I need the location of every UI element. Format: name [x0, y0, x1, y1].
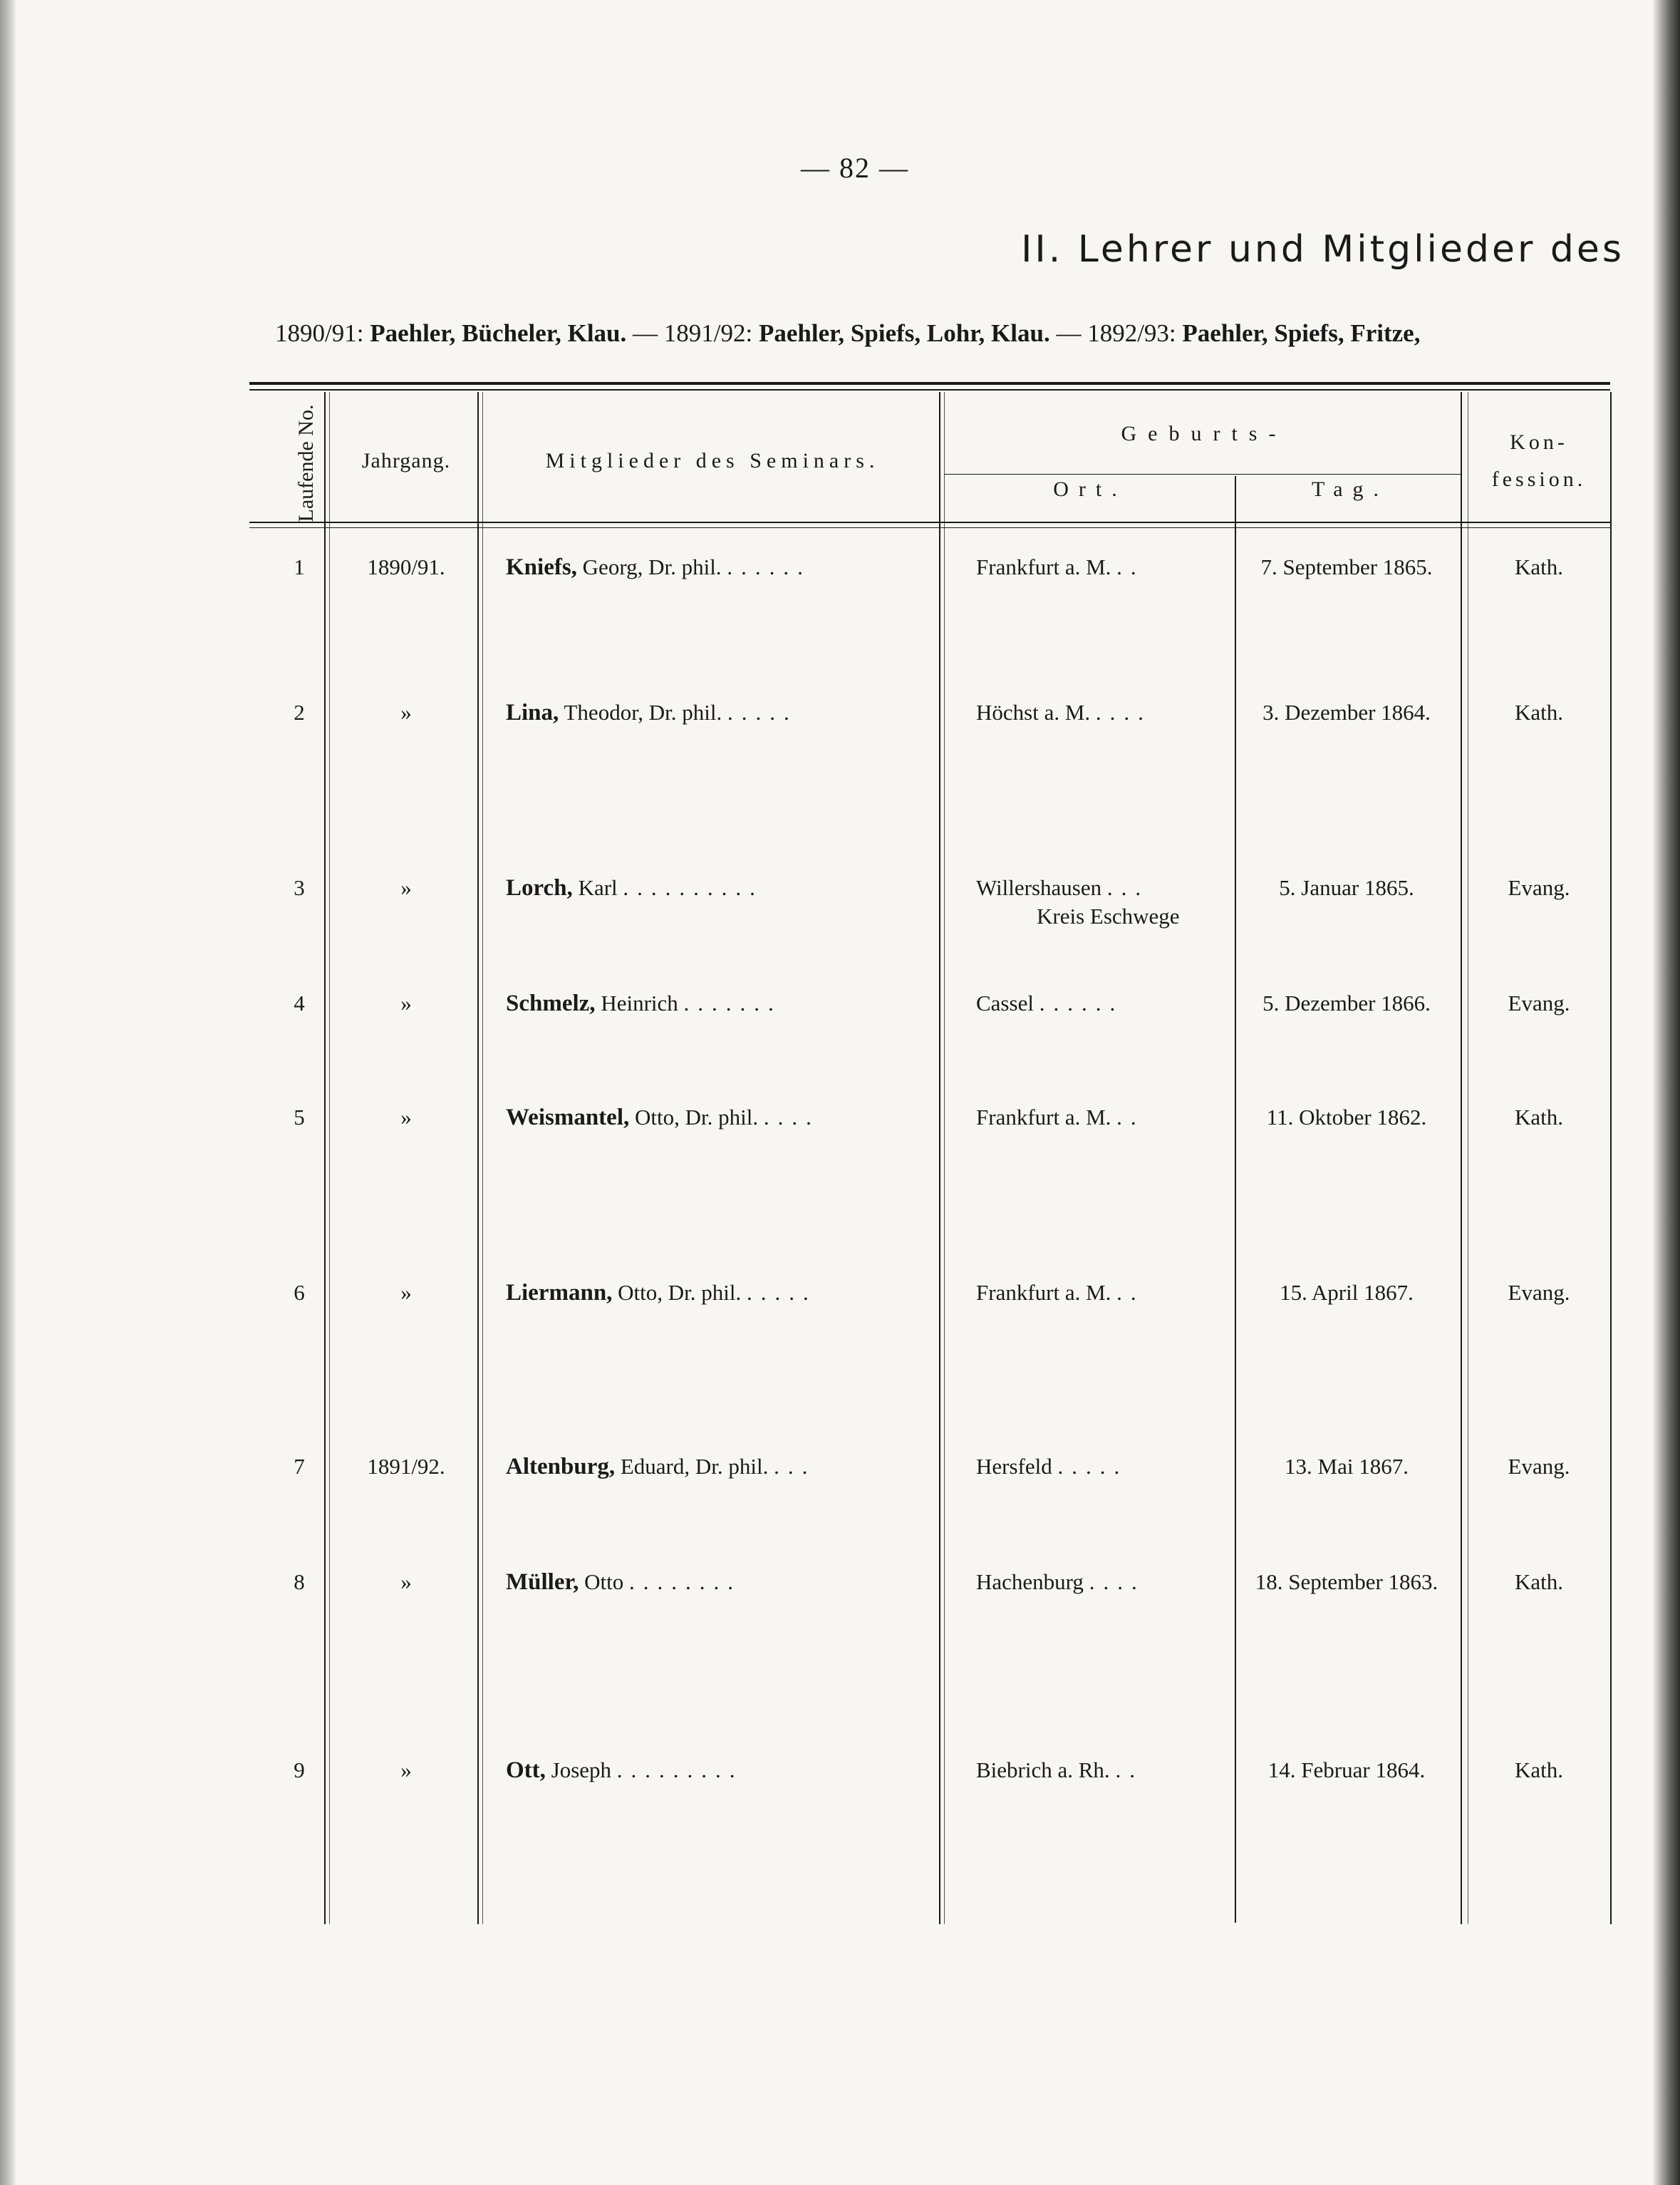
table-top-rule-thin	[249, 389, 1610, 391]
row-ort-text: Hersfeld	[976, 1454, 1052, 1479]
column-line	[1235, 476, 1236, 1923]
row-konfession: Kath.	[1514, 1757, 1563, 1782]
row-ort-text: Hachenburg	[976, 1569, 1084, 1594]
row-given: Heinrich	[601, 991, 678, 1016]
header-tag: Tag.	[1311, 477, 1389, 501]
row-dots: .....	[727, 700, 798, 725]
row-given: Theodor, Dr. phil.	[564, 700, 722, 725]
staff-year-1: 1890/91:	[275, 319, 364, 347]
page-shadow-left	[0, 0, 16, 2185]
header-jahrgang: Jahrgang.	[361, 449, 451, 472]
row-name	[506, 875, 912, 902]
staff-year-2: — 1891/92:	[633, 319, 753, 347]
row-given: Joseph	[551, 1757, 612, 1782]
row-dots: ..........	[623, 875, 764, 900]
row-given: Otto, Dr. phil.	[618, 1280, 742, 1305]
column-line	[944, 392, 945, 1924]
row-ort-dots: ....	[1089, 1569, 1146, 1594]
row-dots: ...	[774, 1454, 816, 1479]
row-tag: 11. Oktober 1862.	[1266, 1105, 1427, 1130]
geburts-subheader-rule	[944, 474, 1461, 475]
page-number: — 82 —	[801, 152, 909, 184]
row-given: Otto, Dr. phil.	[634, 1105, 759, 1130]
row-tag: 5. Dezember 1866.	[1262, 991, 1431, 1016]
row-ort-dots: ..	[1116, 1105, 1145, 1130]
row-name	[506, 1454, 912, 1480]
row-konfession: Kath.	[1514, 554, 1563, 579]
row-ort-text: Willershausen	[976, 875, 1102, 900]
row-konfession: Kath.	[1514, 700, 1563, 725]
column-line	[1610, 392, 1612, 1924]
row-name	[506, 1757, 912, 1784]
staff-year-3: — 1892/93:	[1056, 319, 1176, 347]
row-surname: Lorch,	[506, 875, 573, 901]
row-tag: 18. September 1863.	[1255, 1569, 1438, 1594]
row-surname: Liermann,	[506, 1280, 613, 1306]
row-surname: Müller,	[506, 1569, 579, 1595]
row-name	[506, 1569, 912, 1596]
row-konfession: Kath.	[1514, 1105, 1563, 1130]
row-ort	[976, 1757, 1225, 1783]
column-line	[324, 392, 326, 1924]
staff-line	[275, 319, 1629, 348]
row-ort-text: Frankfurt a. M.	[976, 554, 1111, 579]
row-ort-text: Cassel	[976, 991, 1034, 1016]
row-konfession: Evang.	[1508, 875, 1570, 900]
row-ort	[976, 1454, 1225, 1479]
row-konfession: Kath.	[1514, 1569, 1563, 1594]
row-ort-dots: ....	[1095, 700, 1152, 725]
row-year: »	[400, 700, 412, 725]
staff-names-2: Paehler, Spiefs, Lohr, Klau.	[758, 319, 1050, 347]
row-name	[506, 700, 912, 726]
row-dots: ........	[628, 1569, 742, 1594]
column-line	[329, 392, 330, 1924]
page-shadow-right	[1653, 0, 1680, 2185]
row-ort	[976, 991, 1225, 1016]
header-ort: Ort.	[1053, 477, 1127, 501]
row-ort	[976, 1280, 1225, 1306]
row-year: »	[400, 1105, 412, 1130]
column-line	[1461, 392, 1462, 1924]
table-top-rule	[249, 382, 1610, 385]
row-name	[506, 991, 912, 1017]
row-konfession: Evang.	[1508, 991, 1570, 1016]
row-ort-text: Höchst a. M.	[976, 700, 1091, 725]
row-no: 8	[294, 1569, 305, 1594]
column-line	[939, 392, 940, 1924]
row-tag: 13. Mai 1867.	[1285, 1454, 1409, 1479]
header-bottom-rule	[249, 522, 1610, 523]
row-no: 1	[294, 554, 305, 579]
row-ort-dots: ...	[1106, 875, 1150, 900]
row-ort-text: Frankfurt a. M.	[976, 1280, 1111, 1305]
header-geburts: Geburts-	[1121, 422, 1287, 445]
header-mitglieder: Mitglieder des Seminars.	[545, 449, 880, 472]
row-no: 9	[294, 1757, 305, 1782]
row-no: 4	[294, 991, 305, 1016]
row-name	[506, 1105, 912, 1131]
row-ort-dots: ......	[1039, 991, 1124, 1016]
row-given: Georg, Dr. phil.	[582, 554, 722, 579]
column-line	[482, 392, 483, 1924]
row-no: 5	[294, 1105, 305, 1130]
row-dots: .........	[616, 1757, 744, 1782]
row-ort-line2: Kreis Eschwege	[1037, 904, 1180, 929]
section-heading: II. Lehrer und Mitglieder des	[1021, 228, 1624, 271]
row-konfession: Evang.	[1508, 1280, 1570, 1305]
row-dots: ....	[763, 1105, 820, 1130]
row-ort	[976, 1105, 1225, 1130]
row-year: »	[400, 1569, 412, 1594]
row-year: »	[400, 1280, 412, 1305]
row-given: Eduard, Dr. phil.	[620, 1454, 769, 1479]
row-tag: 5. Januar 1865.	[1279, 875, 1414, 900]
header-konfession: Kon-fession.	[1491, 430, 1587, 491]
staff-names-3: Paehler, Spiefs, Fritze,	[1182, 319, 1421, 347]
row-dots: ......	[727, 554, 812, 579]
staff-names-1: Paehler, Bücheler, Klau.	[370, 319, 627, 347]
row-year: »	[400, 991, 412, 1016]
row-ort-dots: ..	[1116, 554, 1145, 579]
row-tag: 3. Dezember 1864.	[1262, 700, 1431, 725]
header-bottom-rule-thin	[249, 527, 1610, 528]
row-year: »	[400, 1757, 412, 1782]
row-tag: 14. Februar 1864.	[1267, 1757, 1426, 1782]
row-ort	[976, 1569, 1225, 1595]
row-tag: 15. April 1867.	[1280, 1280, 1414, 1305]
row-ort	[976, 700, 1225, 725]
row-no: 7	[294, 1454, 305, 1479]
row-surname: Ott,	[506, 1757, 546, 1783]
row-dots: .....	[747, 1280, 817, 1305]
row-ort-text: Frankfurt a. M.	[976, 1105, 1111, 1130]
row-surname: Schmelz,	[506, 991, 596, 1016]
header-laufende-no-text: Laufende No.	[294, 404, 318, 522]
row-ort-dots: ..	[1115, 1757, 1144, 1782]
row-ort-dots: .....	[1057, 1454, 1129, 1479]
row-no: 6	[294, 1280, 305, 1305]
row-no: 2	[294, 700, 305, 725]
row-dots: .......	[683, 991, 782, 1016]
row-given: Otto	[584, 1569, 624, 1594]
row-ort-dots: ..	[1116, 1280, 1145, 1305]
row-surname: Altenburg,	[506, 1454, 616, 1479]
row-surname: Weismantel,	[506, 1105, 630, 1130]
row-ort	[976, 875, 1225, 901]
row-year: »	[400, 875, 412, 900]
row-name	[506, 1280, 912, 1306]
row-tag: 7. September 1865.	[1260, 554, 1433, 579]
row-surname: Kniefs,	[506, 554, 577, 580]
row-given: Karl	[578, 875, 618, 900]
row-year: 1891/92.	[367, 1454, 445, 1479]
column-line	[477, 392, 479, 1924]
row-year: 1890/91.	[367, 554, 445, 579]
row-surname: Lina,	[506, 700, 559, 725]
row-name	[506, 554, 912, 581]
row-no: 3	[294, 875, 305, 900]
row-ort	[976, 554, 1225, 580]
row-konfession: Evang.	[1508, 1454, 1570, 1479]
row-ort-text: Biebrich a. Rh.	[976, 1757, 1110, 1782]
